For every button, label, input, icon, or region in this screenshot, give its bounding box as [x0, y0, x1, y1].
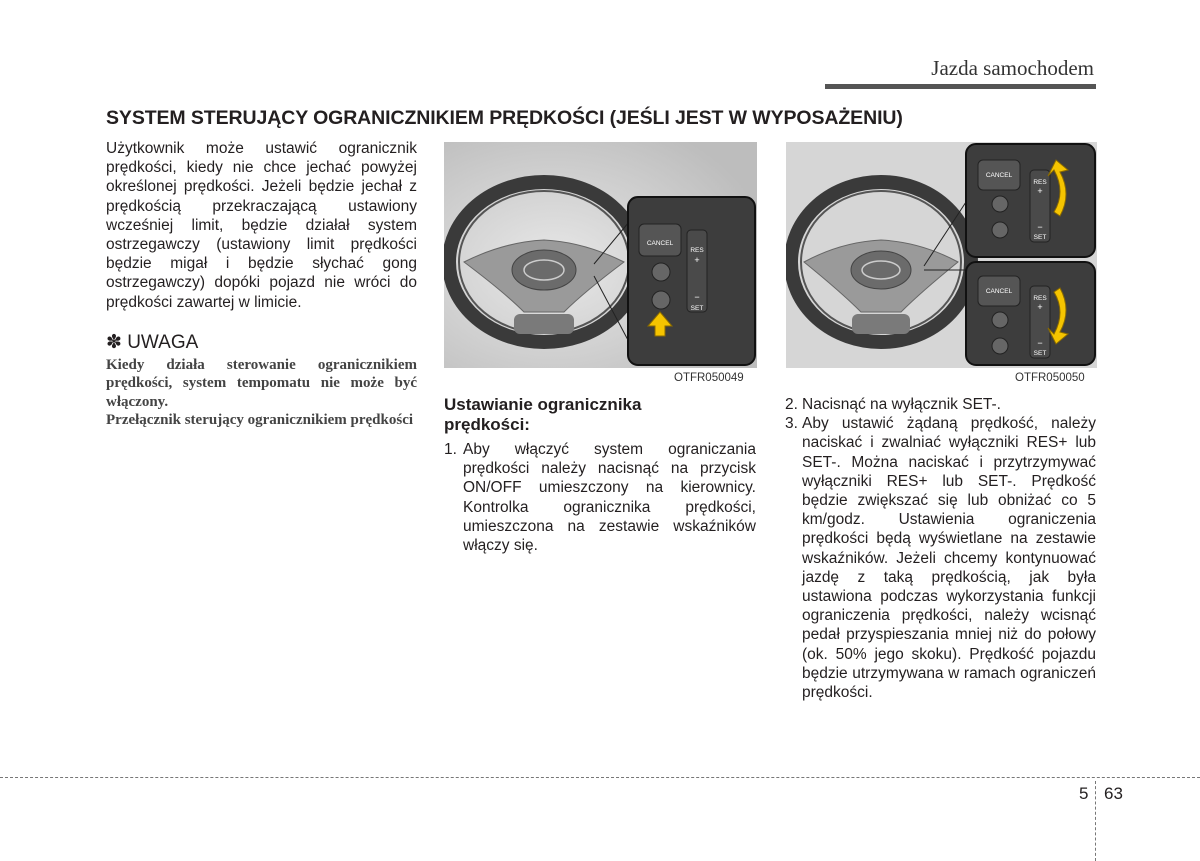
steering-wheel-photo-2 [786, 142, 1097, 368]
footer-vertical-divider [1095, 781, 1096, 861]
note-paragraph: Przełącznik sterujący ogranicznikiem prędkości [106, 411, 414, 428]
control-switch-closeup-bottom [966, 262, 1095, 365]
step-text: Aby włączyć system ograniczania prędkości należy nacisnąć na przycisk ON/OFF umieszczony na kierownicy. Kontrolka ogranicznika prędkości, umieszczona na zestawie wskaźników włączy się. [463, 441, 756, 555]
list-item [444, 440, 756, 555]
figure-code: OTFR050049 [674, 372, 744, 384]
step-text: Aby ustawić żądaną prędkość, należy naciskać i zwalniać wyłączniki RES+ lub SET-. Można naciskać i przytrzymywać wyłączniki RES+ lub SET-. Prędkość będzie zwiększać się lub obniżać co 5 km/godz. Ustawienia ograniczenia prędkości będą wyświetlane na zestawie wskaźników. Jeżeli chcemy kontynuować jazdę z taką prędkością, jak była ustawiona podczas wykorzystania funkcji ograniczenia prędkości, należy wcisnąć pedał przyspieszania mniej niż do połowy (ok. 50% jego skoku). Prędkość pojazdu będzie utrzymywana w ramach ograniczeń prędkości. [802, 415, 1096, 702]
asterisk-icon: ✽ [106, 332, 122, 353]
steering-wheel-photo-1 [444, 142, 757, 368]
intro-paragraph: Użytkownik może ustawić ogranicznik prędkości, kiedy nie chce jechać powyżej określonej prędkości. Jeżeli będzie jechał z prędkością przekraczającą ustawiony wcześniej limit, będzie działał system ostrzegawczy (ustawiony limit prędkości będzie migał i będzie słychać gong ostrzegawczy) dopóki pojazd nie wróci do prędkości zawartej w limicie. [106, 140, 417, 311]
res-label: RES [1033, 179, 1047, 186]
page-number: 63 [1104, 784, 1123, 803]
set-label: SET [690, 305, 704, 312]
control-switch-closeup [628, 197, 755, 365]
note-title: UWAGA [127, 332, 199, 353]
plus-label: + [694, 255, 700, 265]
minus-label: − [1037, 338, 1043, 348]
steps-list-1 [444, 440, 756, 555]
step-number: 3. [785, 415, 798, 433]
minus-label: − [694, 292, 700, 302]
control-switch-closeup-top [966, 144, 1095, 257]
figure-code: OTFR050050 [1015, 372, 1085, 384]
plus-label: + [1037, 186, 1043, 196]
cancel-label: CANCEL [985, 172, 1013, 179]
step-number: 2. [785, 396, 798, 413]
footer-divider [0, 777, 1200, 778]
set-label: SET [1033, 350, 1047, 357]
step-text: Nacisnąć na wyłącznik SET-. [802, 396, 1001, 413]
note-body [106, 356, 417, 429]
header-rule [825, 84, 1096, 89]
set-label: SET [1033, 234, 1047, 241]
res-label: RES [1033, 295, 1047, 302]
list-item [785, 395, 1096, 414]
list-item [785, 414, 1096, 702]
subsection-title: Ustawianie ogranicznika prędkości: [444, 395, 642, 434]
section-number: 5 [1079, 784, 1089, 803]
note-heading [106, 331, 198, 354]
step-number: 1. [444, 441, 457, 458]
plus-label: + [1037, 302, 1043, 312]
intro-column [106, 139, 417, 312]
minus-label: − [1037, 222, 1043, 232]
note-paragraph: Kiedy działa sterowanie ogranicznikiem prędkości, system tempomatu nie może być włączony. [106, 357, 417, 410]
res-label: RES [690, 247, 704, 254]
steps-list-2 [785, 395, 1096, 702]
cancel-label: CANCEL [646, 240, 674, 247]
chapter-title: Jazda samochodem [931, 56, 1094, 80]
cancel-label: CANCEL [985, 288, 1013, 295]
section-title: SYSTEM STERUJĄCY OGRANICZNIKIEM PRĘDKOŚCI (JEŚLI JEST W WYPOSAŻENIU) [106, 107, 903, 129]
